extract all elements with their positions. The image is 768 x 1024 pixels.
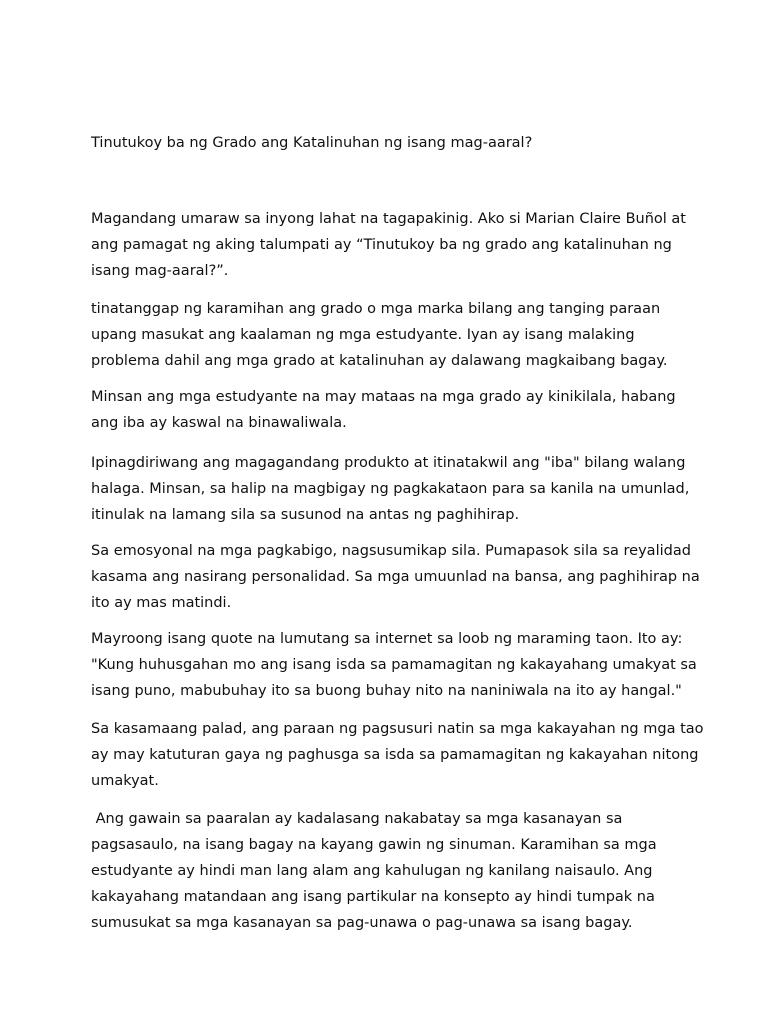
paragraph-line: ay may katuturan gaya ng paghusga sa isda sa pamamagitan ng kakayahan nitong bbox=[91, 747, 699, 763]
paragraph-line: Magandang umaraw sa inyong lahat na tagapakinig. Ako si Marian Claire Buñol at bbox=[91, 211, 686, 227]
paragraph-line: ito ay mas matindi. bbox=[91, 595, 232, 611]
paragraph-unfortunately bbox=[91, 716, 704, 794]
paragraph-line: isang puno, mabubuhay ito sa buong buhay nito na naniniwala na ito ay hangal." bbox=[91, 683, 682, 699]
paragraph-line: itinulak na lamang sila sa susunod na antas ng paghihirap. bbox=[91, 507, 520, 523]
paragraph-memorization bbox=[91, 806, 657, 936]
paragraph-line: kakayahang matandaan ang isang partikular na konsepto ay hindi tumpak na bbox=[91, 889, 655, 905]
document-title: Tinutukoy ba ng Grado ang Katalinuhan ng isang mag-aaral? bbox=[91, 135, 533, 151]
paragraph-grades-problem bbox=[91, 296, 667, 374]
paragraph-line: upang masukat ang kaalaman ng mga estudyante. Iyan ay isang malaking bbox=[91, 327, 635, 343]
paragraph-line: problema dahil ang mga grado at katalinuhan ay dalawang magkaibang bagay. bbox=[91, 353, 668, 369]
paragraph-line: "Kung huhusgahan mo ang isang isda sa pamamagitan ng kakayahang umakyat sa bbox=[91, 657, 697, 673]
paragraph-quote bbox=[91, 626, 697, 704]
paragraph-line: isang mag-aaral?”. bbox=[91, 263, 229, 279]
paragraph-line: ang iba ay kaswal na binawaliwala. bbox=[91, 415, 347, 431]
paragraph-line: Sa emosyonal na mga pagkabigo, nagsusumikap sila. Pumapasok sila sa reyalidad bbox=[91, 543, 691, 559]
paragraph-line: halaga. Minsan, sa halip na magbigay ng pagkakataon para sa kanila na umunlad, bbox=[91, 481, 690, 497]
paragraph-line: Ipinagdiriwang ang magagandang produkto at itinatakwil ang "iba" bilang walang bbox=[91, 455, 686, 471]
paragraph-celebration bbox=[91, 450, 689, 528]
paragraph-line: Minsan ang mga estudyante na may mataas na mga grado ay kinikilala, habang bbox=[91, 389, 676, 405]
paragraph-line: kasama ang nasirang personalidad. Sa mga umuunlad na bansa, ang paghihirap na bbox=[91, 569, 700, 585]
paragraph-line: estudyante ay hindi man lang alam ang kahulugan ng kanilang naisaulo. Ang bbox=[91, 863, 653, 879]
paragraph-line: Ang gawain sa paaralan ay kadalasang nakabatay sa mga kasanayan sa bbox=[91, 811, 623, 827]
paragraph-line: tinatanggap ng karamihan ang grado o mga marka bilang ang tanging paraan bbox=[91, 301, 661, 317]
paragraph-line: Mayroong isang quote na lumutang sa internet sa loob ng maraming taon. Ito ay: bbox=[91, 631, 683, 647]
paragraph-line: ang pamagat ng aking talumpati ay “Tinutukoy ba ng grado ang katalinuhan ng bbox=[91, 237, 672, 253]
paragraph-line: Sa kasamaang palad, ang paraan ng pagsusuri natin sa mga kakayahan ng mga tao bbox=[91, 721, 704, 737]
paragraph-line: sumusukat sa mga kasanayan sa pag-unawa o pag-unawa sa isang bagay. bbox=[91, 915, 633, 931]
paragraph-introduction bbox=[91, 206, 686, 284]
paragraph-recognition bbox=[91, 384, 676, 436]
paragraph-emotional bbox=[91, 538, 700, 616]
paragraph-line: umakyat. bbox=[91, 773, 159, 789]
paragraph-line: pagsasaulo, na isang bagay na kayang gawin ng sinuman. Karamihan sa mga bbox=[91, 837, 657, 853]
